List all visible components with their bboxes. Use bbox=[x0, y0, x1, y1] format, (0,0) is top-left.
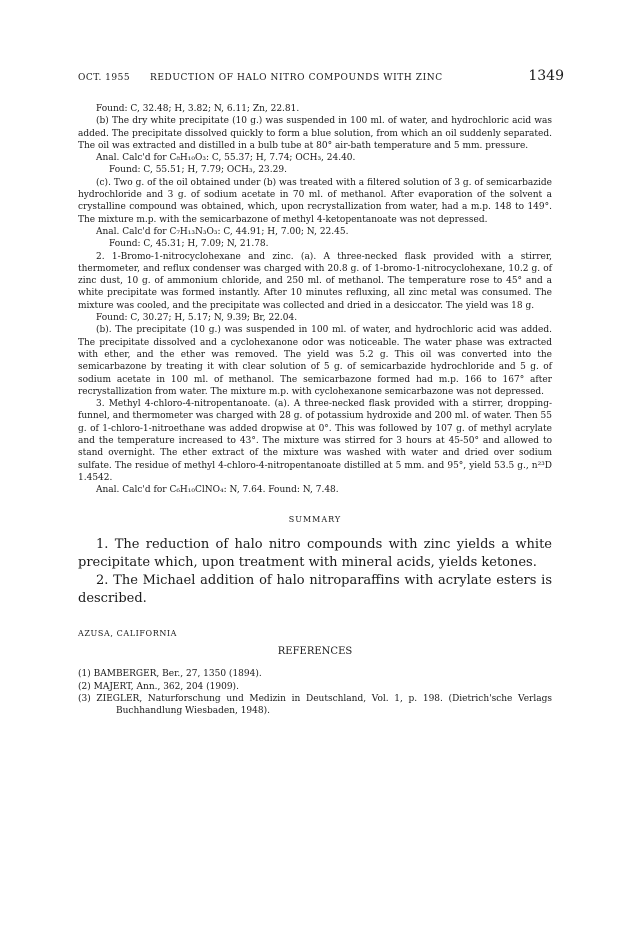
paragraph: Found: C, 30.27; H, 5.17; N, 9.39; Br, 22.04. bbox=[96, 313, 298, 324]
summary-item: 2. The Michael addition of halo nitroparaffins with acrylate esters is described. bbox=[78, 572, 552, 606]
summary-heading: SUMMARY bbox=[288, 514, 342, 524]
references-list bbox=[78, 668, 552, 717]
header-date: OCT. 1955 bbox=[78, 73, 131, 83]
paragraph: 2. 1-Bromo-1-nitrocyclohexane and zinc. (a). A three-necked flask provided with a stirrer, thermometer, and reflux condenser was charged with 20.8 g. of 1-bromo-1-nitrocyclohexane, 10.2 g. of zinc dust, 10 g. of ammonium chloride, and 250 ml. of methanol. The temperature rose to 45° and a white precipitate was formed instantly. After 10 minutes refluxing, all zinc metal was consumed. The mixture was cooled, and the precipitate was collected and dried in a desiccator. The yield was 18 g. bbox=[78, 251, 552, 311]
paragraph: Found: C, 45.31; H, 7.09; N, 21.78. bbox=[109, 239, 269, 250]
reference-item: (3) ZIEGLER, Naturforschung und Medizin in Deutschland, Vol. 1, p. 198. (Dietrich'sche Verlags Buchhandlung Wiesbaden, 1948). bbox=[78, 693, 552, 717]
summary-item: 1. The reduction of halo nitro compounds with zinc yields a white precipitate which, upon treatment with mineral acids, yields ketones. bbox=[78, 536, 552, 570]
references-heading: REFERENCES bbox=[277, 646, 353, 658]
page-number: 1349 bbox=[528, 68, 564, 84]
reference-item: (1) BAMBERGER, Ber., 27, 1350 (1894). bbox=[78, 669, 262, 680]
paragraph: (c). Two g. of the oil obtained under (b) was treated with a filtered solution of 3 g. of semicarbazide hydrochloride and 3 g. of sodium acetate in 70 ml. of methanol. After evaporation of the solvent a crystalline compound was obtained, which, upon recrystallization from water, had a m.p. 148 to 149°. The mixture m.p. with the semicarbazone of methyl 4-ketopentanoate was not depressed. bbox=[78, 177, 552, 225]
paragraph: (b). The precipitate (10 g.) was suspended in 100 ml. of water, and hydrochloric acid was added. The precipitate dissolved and a cyclohexanone odor was noticeable. The water phase was extracted with ether, and the ether was removed. The yield was 5.2 g. This oil was converted into the semicarbazone by treating it with clear solution of 5 g. of semicarbazide hydrochloride and 5 g. of sodium acetate in 100 ml. of methanol. The semicarbazone formed had m.p. 166 to 167° after recrystallization from water. The mixture m.p. with cyclohexanone semicarbazone was not depressed. bbox=[78, 325, 552, 397]
paragraph: Anal. Calc'd for C₇H₁₃N₃O₃: C, 44.91; H, 7.00; N, 22.45. bbox=[96, 226, 349, 237]
paragraph: Found: C, 55.51; H, 7.79; OCH₃, 23.29. bbox=[109, 165, 287, 176]
summary bbox=[78, 536, 552, 608]
article-body bbox=[78, 103, 552, 718]
paragraph: Found: C, 32.48; H, 3.82; N, 6.11; Zn, 22.81. bbox=[96, 104, 300, 114]
reference-item: (2) MAJERT, Ann., 362, 204 (1909). bbox=[78, 681, 239, 692]
paragraph: 3. Methyl 4-chloro-4-nitropentanoate. (a). A three-necked flask provided with a stirrer, dropping-funnel, and thermometer was charged with 28 g. of potassium hydroxide and 200 ml. of water. Then 55 g. of 1-chloro-1-nitroethane was added dropwise at 0°. This was followed by 107 g. of methyl acrylate and the temperature increased to 43°. The mixture was stirred for 3 hours at 45-50° and allowed to stand overnight. The ether extract of the mixture was washed with water and dried over sodium sulfate. The residue of methyl 4-chloro-4-nitropentanoate distilled at 5 mm. and 95°, yield 53.5 g., n²³D 1.4542. bbox=[78, 399, 552, 483]
header-title: REDUCTION OF HALO NITRO COMPOUNDS WITH ZINC bbox=[150, 73, 443, 83]
paragraph: Anal. Calc'd for C₈H₁₀O₃: C, 55.37; H, 7.74; OCH₃, 24.40. bbox=[96, 153, 356, 164]
paragraph: Anal. Calc'd for C₆H₁₀ClNO₄: N, 7.64. Found: N, 7.48. bbox=[96, 485, 339, 496]
affiliation-place: AZUSA, CALIFORNIA bbox=[78, 628, 178, 638]
paragraph: (b) The dry white precipitate (10 g.) was suspended in 100 ml. of water, and hydrochloric acid was added. The precipitate dissolved quickly to form a blue solution, from which an oil suddenly separated. The oil was extracted and distilled in a bulb tube at 80° air-bath temperature and 5 mm. pressure. bbox=[78, 116, 552, 151]
running-header bbox=[78, 68, 564, 87]
